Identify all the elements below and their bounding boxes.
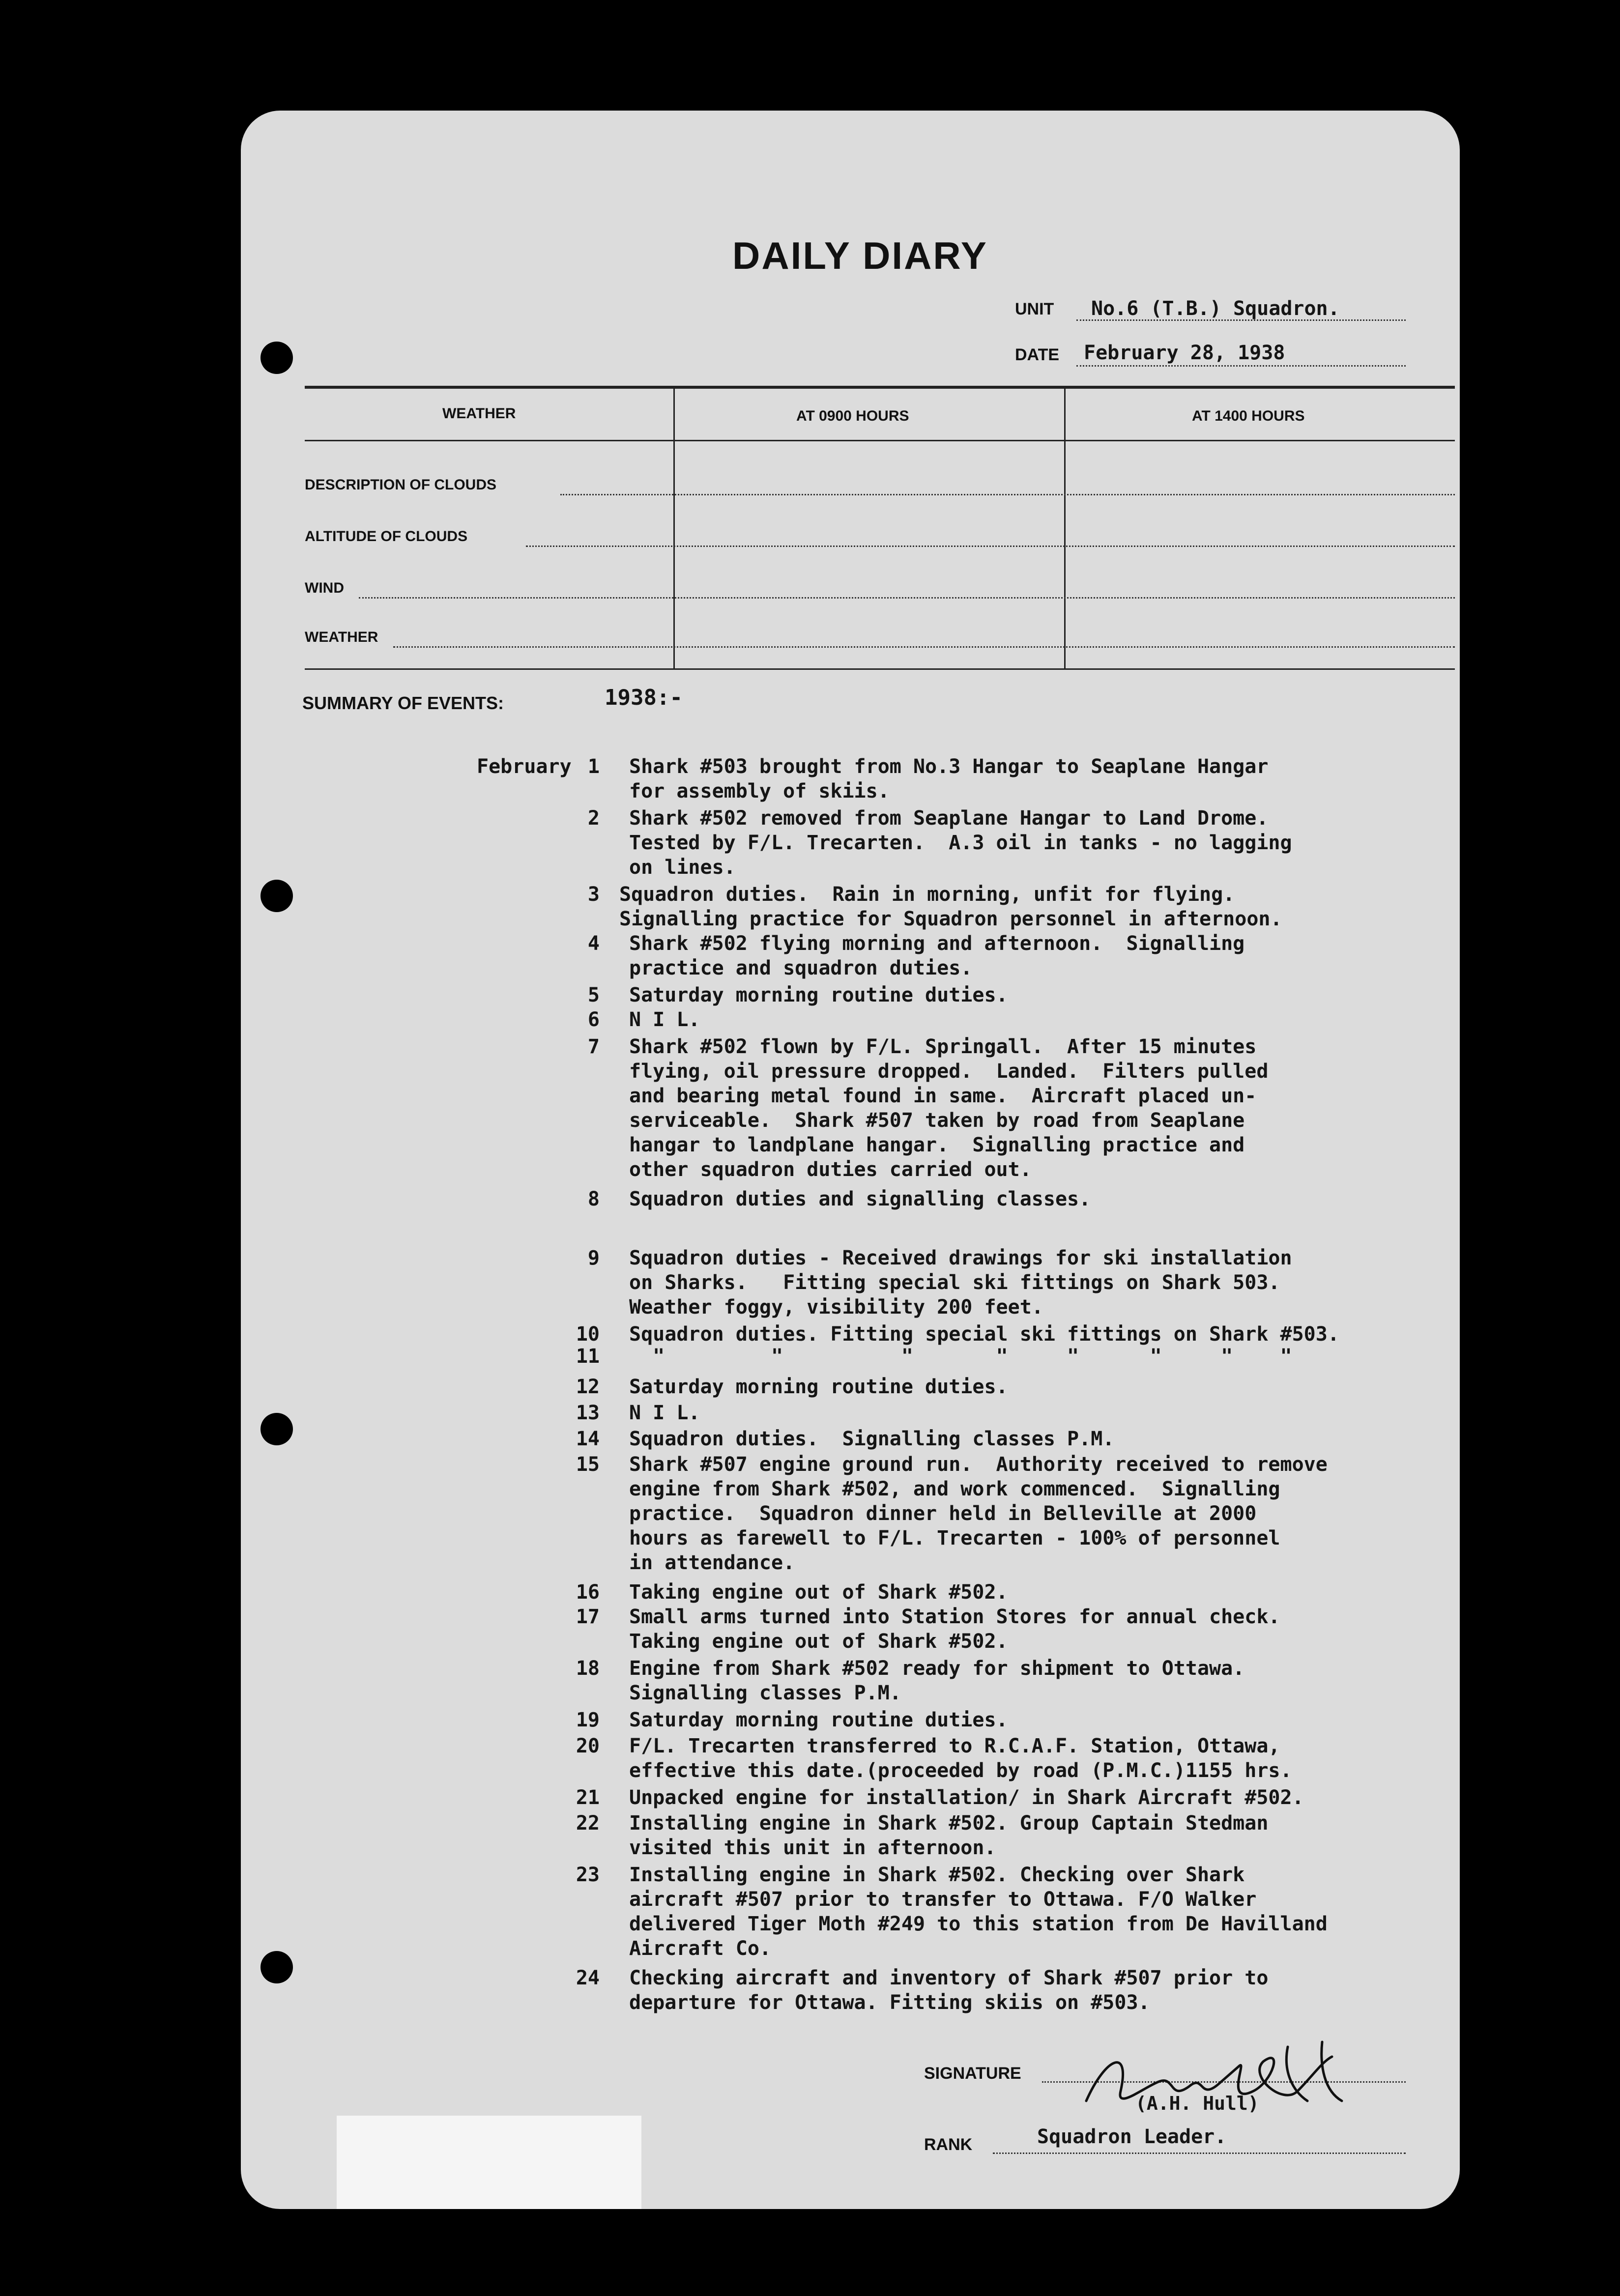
entry-day: 12 bbox=[576, 1376, 600, 1398]
entry-day: 2 bbox=[587, 807, 600, 830]
binder-hole-1 bbox=[260, 342, 293, 374]
entry-text: Shark #507 engine ground run. Authority received to remove engine from Shark #502, and work commenced. Signalling practice. Squadron dinner held in Belleville at 2000 hours as farewell to F/L. Trecarten - 100% of personnel in attendance. bbox=[629, 1453, 1328, 1574]
rank-value: Squadron Leader. bbox=[1037, 2125, 1227, 2148]
entry-day: 5 bbox=[587, 984, 600, 1006]
entry-day: 17 bbox=[576, 1606, 600, 1628]
entry-day: 1 bbox=[587, 755, 600, 778]
unit-label: UNIT bbox=[1015, 300, 1054, 318]
entry-text: Squadron duties. Rain in morning, unfit for flying. Signalling practice for Squadron personnel in afternoon. bbox=[619, 883, 1282, 930]
entry-text: Engine from Shark #502 ready for shipment to Ottawa. Signalling classes P.M. bbox=[629, 1657, 1245, 1704]
entry-text: Installing engine in Shark #502. Group Captain Stedman visited this unit in afternoon. bbox=[629, 1812, 1269, 1859]
signature-label: SIGNATURE bbox=[924, 2064, 1021, 2083]
entry-month: February bbox=[477, 755, 572, 778]
entry-day: 16 bbox=[576, 1581, 600, 1604]
entry-text: Installing engine in Shark #502. Checking over Shark aircraft #507 prior to transfer to Ottawa. F/O Walker delivered Tiger Moth #249 to this station from De Havilland Aircraft Co. bbox=[629, 1864, 1328, 1960]
binder-hole-4 bbox=[260, 1951, 293, 1983]
entry-text: N I L. bbox=[629, 1008, 700, 1031]
entry-day: 11 bbox=[576, 1345, 600, 1368]
entry-text: Shark #502 flown by F/L. Springall. After 15 minutes flying, oil pressure dropped. Landed. Filters pulled and bearing metal found in same. Aircraft placed un- serviceable. Shark #507 taken by road from Seaplane hangar to landplane hangar. Signalling practice and other squadron duties carried out. bbox=[629, 1035, 1269, 1181]
col-header-0900: AT 0900 HOURS bbox=[796, 408, 909, 424]
entry-day: 20 bbox=[576, 1735, 600, 1757]
row-dots-3 bbox=[359, 597, 1455, 599]
entry-text: Shark #503 brought from No.3 Hangar to Seaplane Hangar for assembly of skiis. bbox=[629, 755, 1269, 803]
rank-dotted-line bbox=[993, 2152, 1406, 2154]
entry-day: 24 bbox=[576, 1967, 600, 1989]
col-header-weather: WEATHER bbox=[442, 405, 516, 422]
page-title: DAILY DIARY bbox=[732, 234, 988, 277]
entry-day: 3 bbox=[587, 883, 600, 906]
entry-text: Squadron duties. Signalling classes P.M. bbox=[629, 1428, 1115, 1450]
row-dots-4 bbox=[393, 646, 1455, 648]
entry-text: F/L. Trecarten transferred to R.C.A.F. Station, Ottawa, effective this date.(proceeded by road (P.M.C.)1155 hrs. bbox=[629, 1735, 1292, 1782]
entry-day: 22 bbox=[576, 1812, 600, 1835]
entry-text: Squadron duties and signalling classes. bbox=[629, 1188, 1091, 1210]
row-dots-1 bbox=[560, 494, 1455, 495]
row-description-of-clouds: DESCRIPTION OF CLOUDS bbox=[305, 477, 497, 493]
label-patch bbox=[337, 2116, 641, 2209]
table-bottom-rule bbox=[305, 668, 1455, 670]
entry-text: Saturday morning routine duties. bbox=[629, 1376, 1008, 1398]
entry-text: Unpacked engine for installation/ in Shark Aircraft #502. bbox=[629, 1786, 1304, 1809]
date-label: DATE bbox=[1015, 345, 1060, 364]
unit-value: No.6 (T.B.) Squadron. bbox=[1091, 297, 1340, 320]
binder-hole-2 bbox=[260, 880, 293, 912]
entry-day: 15 bbox=[576, 1453, 600, 1476]
entry-text: Small arms turned into Station Stores for annual check. Taking engine out of Shark #502. bbox=[629, 1606, 1280, 1653]
entry-text: Taking engine out of Shark #502. bbox=[629, 1581, 1008, 1604]
entry-day: 13 bbox=[576, 1402, 600, 1424]
entry-day: 10 bbox=[576, 1323, 600, 1346]
table-col-divider-1 bbox=[673, 388, 675, 668]
table-header-rule bbox=[305, 440, 1455, 441]
row-wind: WIND bbox=[305, 580, 344, 596]
entry-day: 19 bbox=[576, 1709, 600, 1731]
table-col-divider-2 bbox=[1064, 388, 1066, 668]
entry-day: 8 bbox=[587, 1188, 600, 1210]
entry-text: Saturday morning routine duties. bbox=[629, 1709, 1008, 1731]
entry-text: N I L. bbox=[629, 1402, 700, 1424]
table-top-rule bbox=[305, 386, 1455, 389]
entry-day: 6 bbox=[587, 1008, 600, 1031]
entry-day: 21 bbox=[576, 1786, 600, 1809]
entry-day: 14 bbox=[576, 1428, 600, 1450]
diary-page bbox=[241, 111, 1460, 2209]
entry-text: " " " " " " " " bbox=[629, 1345, 1292, 1368]
entry-text: Checking aircraft and inventory of Shark #507 prior to departure for Ottawa. Fitting skiis on #503. bbox=[629, 1967, 1269, 2014]
summary-year: 1938:- bbox=[605, 685, 683, 710]
rank-label: RANK bbox=[924, 2135, 973, 2154]
col-header-1400: AT 1400 HOURS bbox=[1192, 408, 1305, 424]
entry-text: Squadron duties - Received drawings for ski installation on Sharks. Fitting special ski fittings on Shark 503. Weather foggy, visibility 200 feet. bbox=[629, 1247, 1292, 1319]
entry-day: 4 bbox=[587, 932, 600, 955]
entry-day: 18 bbox=[576, 1657, 600, 1680]
row-weather: WEATHER bbox=[305, 629, 378, 645]
entry-text: Shark #502 removed from Seaplane Hangar to Land Drome. Tested by F/L. Trecarten. A.3 oil in tanks - no lagging on lines. bbox=[629, 807, 1292, 879]
date-dotted-line bbox=[1076, 365, 1406, 367]
signer-name: (A.H. Hull) bbox=[1135, 2093, 1259, 2114]
row-dots-2 bbox=[526, 545, 1455, 547]
summary-label: SUMMARY OF EVENTS: bbox=[302, 693, 504, 713]
row-altitude-of-clouds: ALTITUDE OF CLOUDS bbox=[305, 528, 468, 545]
entry-day: 23 bbox=[576, 1864, 600, 1886]
entry-text: Squadron duties. Fitting special ski fittings on Shark #503. bbox=[629, 1323, 1339, 1346]
entry-text: Shark #502 flying morning and afternoon. Signalling practice and squadron duties. bbox=[629, 932, 1245, 979]
entry-day: 7 bbox=[587, 1035, 600, 1058]
entry-day: 9 bbox=[587, 1247, 600, 1269]
binder-hole-3 bbox=[260, 1413, 293, 1445]
entry-text: Saturday morning routine duties. bbox=[629, 984, 1008, 1006]
date-value: February 28, 1938 bbox=[1084, 342, 1285, 364]
